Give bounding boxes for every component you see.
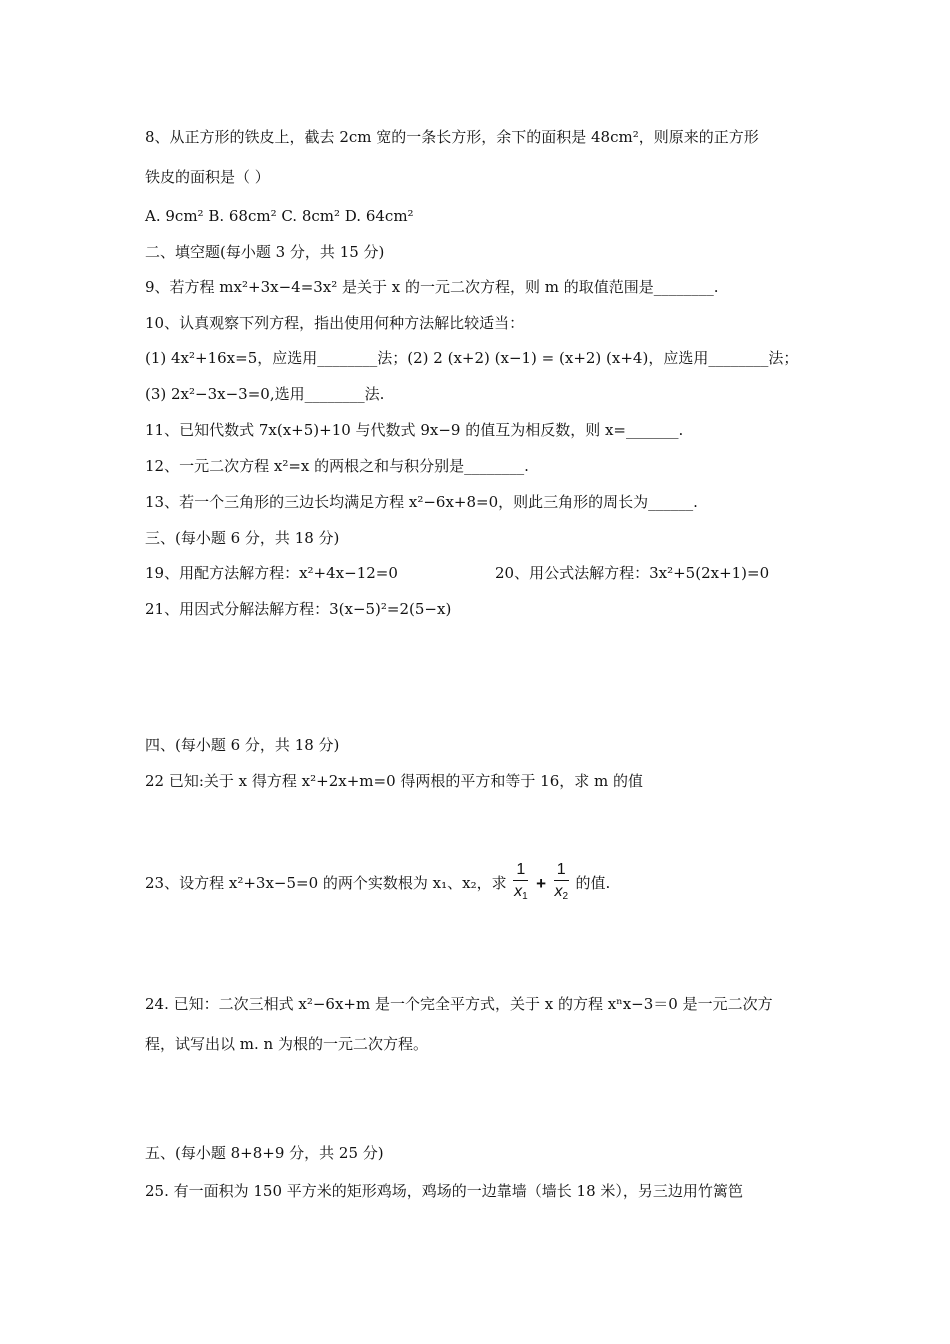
q24-line2: 程，试写出以 m. n 为根的一元二次方程。 — [145, 1035, 428, 1053]
q10-line2: (3) 2x²−3x−3=0,选用________法. — [145, 385, 385, 403]
section-4-title: 四、(每小题 6 分，共 18 分) — [145, 736, 340, 754]
q24-line1: 24. 已知：二次三相式 x²−6x+m 是一个完全平方式，关于 x 的方程 xⁿx−3＝0 是一元二次方 — [145, 995, 773, 1013]
q22-text: 22 已知:关于 x 得方程 x²+2x+m=0 得两根的平方和等于 16，求 m 的值 — [145, 772, 644, 790]
q23-suffix: 的值. — [575, 874, 611, 892]
q9-text: 9、若方程 mx²+3x−4=3x² 是关于 x 的一元二次方程，则 m 的取值范围是________. — [145, 278, 719, 296]
fraction-1-numerator: 1 — [513, 860, 528, 881]
q10-stem: 10、认真观察下列方程，指出使用何种方法解比较适当： — [145, 314, 525, 332]
fraction-1-denominator: $x_1$ — [514, 883, 528, 902]
q8-line2: 铁皮的面积是（ ） — [145, 168, 270, 186]
q23-prefix: 23、设方程 x²+3x−5=0 的两个实数根为 x₁、x₂，求 — [145, 874, 507, 892]
q8-options: A. 9cm² B. 68cm² C. 8cm² D. 64cm² — [145, 207, 414, 225]
q23-fraction-1 — [513, 860, 528, 908]
section-2-title: 二、填空题(每小题 3 分，共 15 分) — [145, 243, 385, 261]
q8-line1: 8、从正方形的铁皮上，截去 2cm 宽的一条长方形，余下的面积是 48cm²，则原来的正方形 — [145, 128, 759, 146]
q12-text: 12、一元二次方程 x²=x 的两根之和与积分别是________. — [145, 457, 529, 475]
fraction-2-numerator: 1 — [554, 860, 569, 881]
plus-sign: + — [536, 874, 547, 893]
q11-text: 11、已知代数式 7x(x+5)+10 与代数式 9x−9 的值互为相反数，则 x=_______. — [145, 421, 684, 439]
section-5-title: 五、(每小题 8+8+9 分，共 25 分) — [145, 1144, 384, 1162]
q25-text: 25. 有一面积为 150 平方米的矩形鸡场，鸡场的一边靠墙（墙长 18 米），另三边用竹篱笆 — [145, 1182, 743, 1200]
q21-text: 21、用因式分解法解方程：3(x−5)²=2(5−x) — [145, 600, 452, 618]
q19-text: 19、用配方法解方程：x²+4x−12=0 — [145, 564, 398, 582]
fraction-2-denominator: $x_2$ — [554, 883, 569, 902]
q20-text: 20、用公式法解方程：3x²+5(2x+1)=0 — [495, 564, 770, 582]
q23-fraction-2 — [554, 860, 569, 908]
q13-text: 13、若一个三角形的三边长均满足方程 x²−6x+8=0，则此三角形的周长为______. — [145, 493, 698, 511]
q10-line1: (1) 4x²+16x=5，应选用________法；(2) 2 (x+2) (x−1) = (x+2) (x+4)，应选用________法； — [145, 349, 799, 367]
q23-line — [145, 860, 610, 908]
section-3-title: 三、(每小题 6 分，共 18 分) — [145, 529, 340, 547]
